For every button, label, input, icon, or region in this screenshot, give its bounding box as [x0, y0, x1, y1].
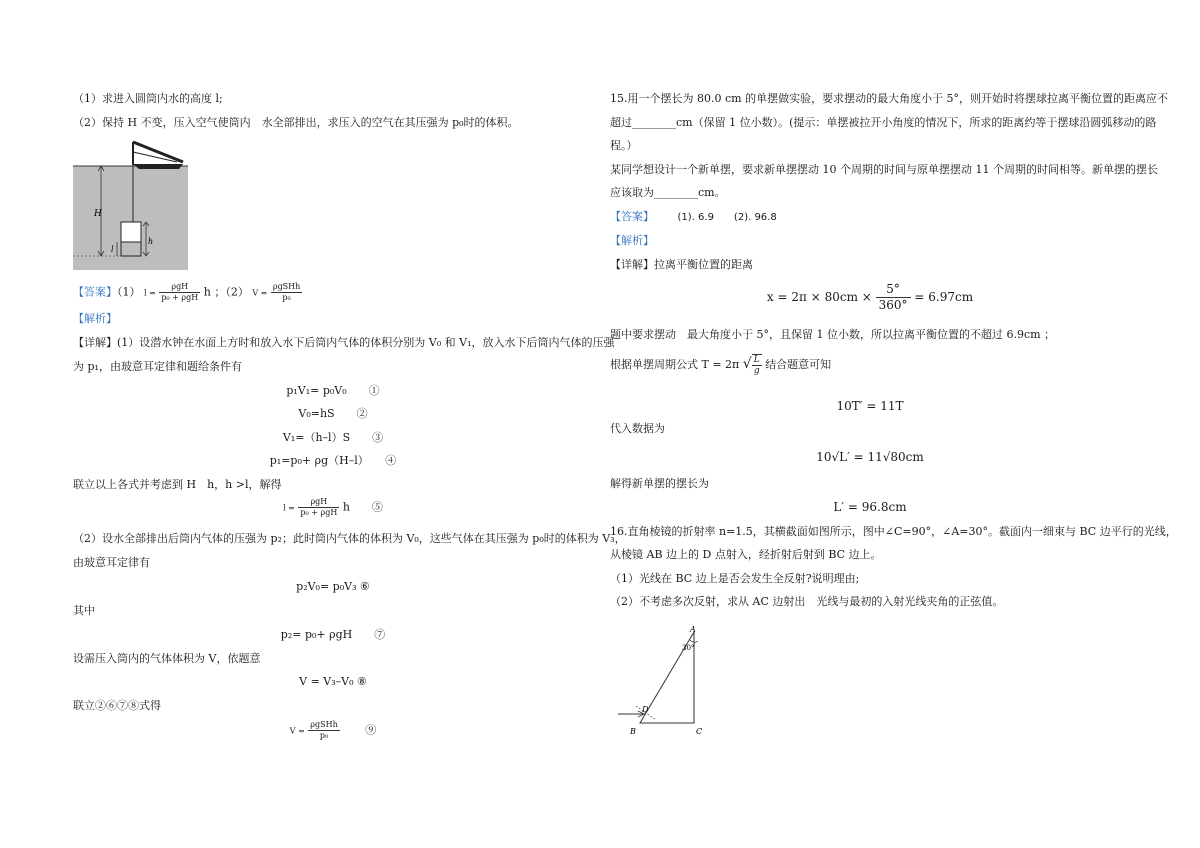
equation-10T: 10T′ = 11T — [836, 399, 904, 413]
part2-line-2: 由玻意耳定律有 — [73, 556, 150, 569]
part2-line-1: （2）设水全部排出后筒内气体的压强为 p₂；此时筒内气体的体积为 V₀，这些气体在其压强为 p₀时的体积为 V₃， — [73, 532, 626, 545]
equation-4: p₁=p₀+ ρg（H–l） ④ — [269, 454, 397, 467]
period-formula-line: 根据单摆周期公式 T = 2π √ $\frac{L}{g}$ 结合题意可知 — [610, 355, 832, 376]
boat-shape — [133, 164, 183, 169]
equation-7: p₂= p₀+ ρgH ⑦ — [280, 628, 386, 641]
requirement-line: 题中要求摆动 最大角度小于 5°，且保留 1 位小数，所以拉离平衡位置的不超过 6.9cm ； — [610, 328, 1056, 341]
equation-1: p₁V₁= p₀V₀ ① — [286, 384, 380, 397]
bell-water — [121, 242, 141, 256]
equation-3: V₁=（h–l）S ③ — [282, 431, 384, 444]
equation-sqrt: 10√L′ = 11√80cm — [816, 450, 924, 464]
q16-line-4: （2）不考虑多次反射，求从 AC 边射出 光线与最初的入射光线夹角的正弦值。 — [610, 595, 1004, 608]
solve-line: 解得新单摆的摆长为 — [610, 477, 709, 490]
detail-line-2: 为 p₁，由玻意耳定律和题给条件有 — [73, 360, 242, 373]
equation-2: V₀=hS ② — [298, 407, 368, 420]
label-D: D — [642, 705, 649, 714]
equation-5: l = $\frac{\text{ρgH}}{\text{p₀ + ρgH}}$ h ⑤ — [283, 497, 383, 517]
analysis-tag: 【解析】 — [73, 312, 117, 325]
equation-8: V = V₃–V₀ ⑧ — [299, 675, 367, 688]
q15-line-5: 应该取为________cm。 — [610, 186, 726, 199]
q15-line-1: 15.用一个摆长为 80.0 cm 的单摆做实验，要求摆动的最大角度小于 5°，则开始时将摆球拉离平衡位置的距离应不 — [610, 92, 1169, 105]
answer-values: (1). 6.9 (2). 96.8 — [677, 212, 777, 223]
q15-line-2: 超过________cm（保留 1 位小数）。(提示：单摆被拉开小角度的情况下，所求的距离约等于摆球沿圆弧移动的路 — [610, 116, 1157, 129]
answer-line — [610, 210, 777, 225]
combine-line-1: 联立以上各式并考虑到 H h，h >l，解得 — [73, 478, 282, 491]
equation-L: L′ = 96.8cm — [833, 500, 907, 514]
diving-bell-figure — [73, 138, 198, 270]
answer-tag: 【答案】 — [73, 285, 117, 299]
label-B: B — [630, 727, 636, 736]
question-part-1: （1）求进入圆筒内水的高度 l; — [73, 92, 223, 105]
answer-l-fraction: $\frac{\text{ρgH}}{\text{p₀ + ρgH}}$ — [161, 282, 199, 302]
answer-v-fraction: $\frac{\text{ρgSHh}}{\text{p₀}}$ — [272, 282, 301, 302]
equation-9: V = $\frac{\text{ρgSHh}}{\text{p₀}}$ ⑨ — [289, 720, 377, 740]
answer-tag: 【答案】 — [610, 210, 654, 223]
q15-line-4: 某同学想设计一个新单摆，要求新单摆摆动 10 个周期的时间与原单摆摆动 11 个周期的时间相等。新单摆的摆长 — [610, 163, 1158, 176]
q16-line-3: （1）光线在 BC 边上是否会发生全反射?说明理由; — [610, 572, 860, 585]
label-h: h — [148, 237, 154, 246]
prism-figure — [616, 624, 726, 739]
q15-line-3: 程。） — [610, 139, 638, 152]
label-C: C — [696, 727, 703, 736]
label-angle-30: 30° — [682, 644, 695, 652]
answer-line: 【答案】（1） l = $\frac{\text{ρgH}}{\text{p₀ + ρgH}}$ h ；（2） V = $\frac{\text{ρgSHh}}{\text{p₀}}$ — [73, 282, 301, 302]
equation-6: p₂V₀= p₀V₃ ⑥ — [296, 580, 370, 593]
detail-line-1: 【详解】(1）设潜水钟在水面上方时和放入水下后筒内气体的体积分别为 V₀ 和 V₁，放入水下后筒内气体的压强 — [73, 336, 615, 349]
label-l: l — [111, 245, 114, 254]
let-v-text: 设需压入筒内的气体体积为 V，依题意 — [73, 652, 261, 665]
analysis-tag: 【解析】 — [610, 234, 654, 247]
among-text: 其中 — [73, 604, 95, 617]
substitute-line: 代入数据为 — [610, 422, 665, 435]
label-H: H — [94, 209, 102, 219]
question-part-2: （2）保持 H 不变，压入空气使筒内 水全部排出，求压入的空气在其压强为 p₀时的体积。 — [73, 116, 519, 129]
q16-line-2: 从棱镜 AB 边上的 D 点射入，经折射后射到 BC 边上。 — [610, 548, 882, 561]
q16-line-1: 16.直角棱镜的折射率 n=1.5，其横截面如图所示，图中∠C=90°，∠A=30°。截面内一细束与 BC 边平行的光线， — [610, 525, 1177, 538]
combine-line-2: 联立②⑥⑦⑧式得 — [73, 699, 161, 712]
detail-line-1: 【详解】拉离平衡位置的距离 — [610, 258, 753, 271]
label-A: A — [690, 625, 696, 634]
x-equation: x = 2π × 80cm × $\frac{5^\circ}{360^\circ}$ = 6.97cm — [766, 282, 974, 312]
bell-air — [121, 222, 141, 242]
